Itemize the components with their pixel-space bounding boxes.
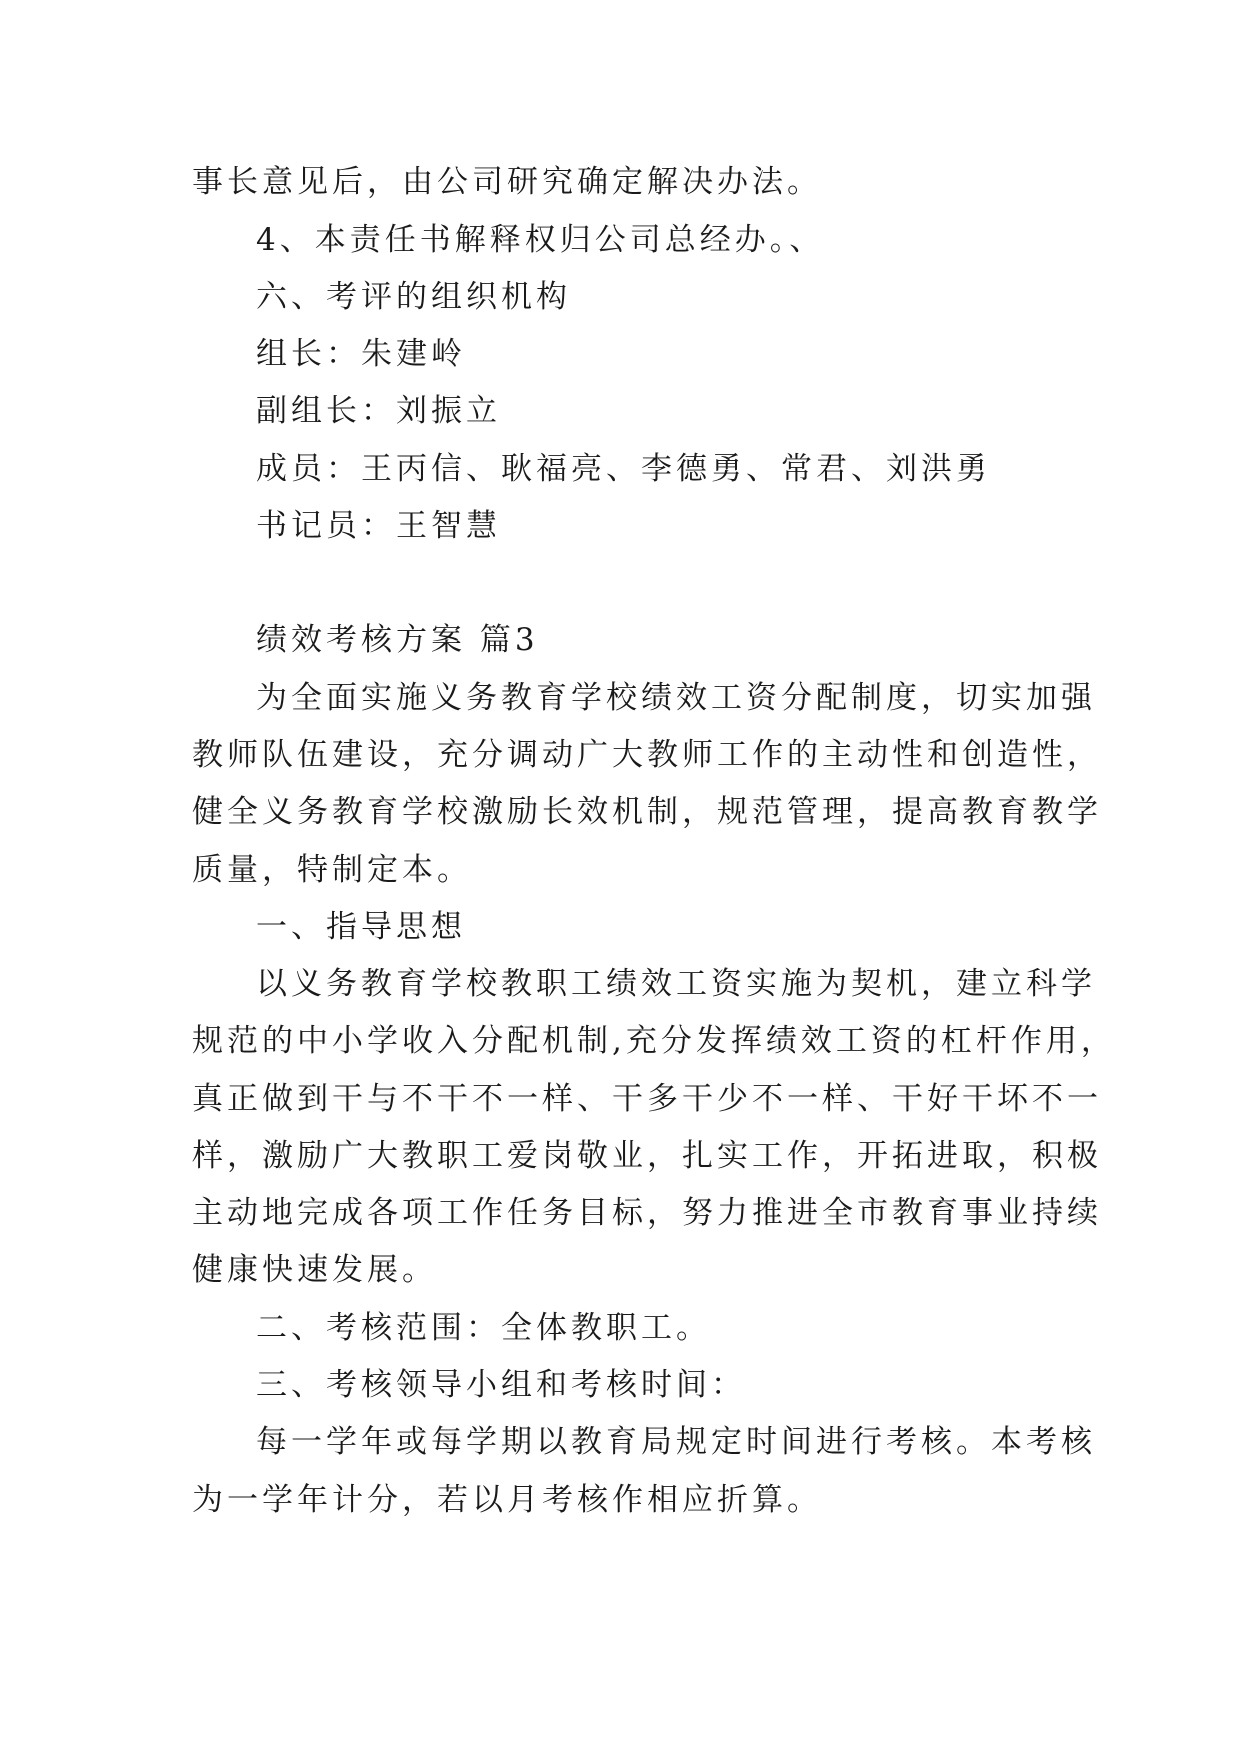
paragraph-line: 为一学年计分，若以月考核作相应折算。: [192, 1482, 822, 1518]
paragraph-line: 书记员：王智慧: [256, 508, 501, 544]
section-title: 绩效考核方案 篇3: [256, 622, 539, 658]
paragraph-line: 成员：王丙信、耿福亮、李德勇、常君、刘洪勇: [256, 451, 991, 487]
paragraph-line: 健全义务教育学校激励长效机制，规范管理，提高教育教学: [192, 794, 1102, 830]
paragraph-line: 真正做到干与不干不一样、干多干少不一样、干好干坏不一: [192, 1081, 1102, 1117]
section-heading: 一、指导思想: [256, 909, 466, 945]
section-heading: 三、考核领导小组和考核时间：: [256, 1367, 746, 1403]
paragraph-line: 样，激励广大教职工爱岗敬业，扎实工作，开拓进取，积极: [192, 1138, 1102, 1174]
paragraph-line: 健康快速发展。: [192, 1252, 437, 1288]
paragraph-line: 每一学年或每学期以教育局规定时间进行考核。本考核: [256, 1424, 1096, 1460]
paragraph-line: 事长意见后，由公司研究确定解决办法。: [192, 164, 822, 200]
section-heading: 六、考评的组织机构: [256, 279, 571, 315]
paragraph-line: 4、本责任书解释权归公司总经办。、: [256, 222, 825, 258]
paragraph-line: 主动地完成各项工作任务目标，努力推进全市教育事业持续: [192, 1195, 1102, 1231]
paragraph-line: 组长：朱建岭: [256, 336, 466, 372]
paragraph-line: 质量，特制定本。: [192, 852, 472, 888]
paragraph-line: 规范的中小学收入分配机制,充分发挥绩效工资的杠杆作用，: [192, 1023, 1116, 1059]
paragraph-line: 为全面实施义务教育学校绩效工资分配制度，切实加强: [256, 680, 1096, 716]
paragraph-line: 以义务教育学校教职工绩效工资实施为契机，建立科学: [256, 966, 1096, 1002]
section-heading: 二、考核范围：全体教职工。: [256, 1310, 711, 1346]
paragraph-line: 教师队伍建设，充分调动广大教师工作的主动性和创造性，: [192, 737, 1102, 773]
paragraph-line: 副组长：刘振立: [256, 393, 501, 429]
